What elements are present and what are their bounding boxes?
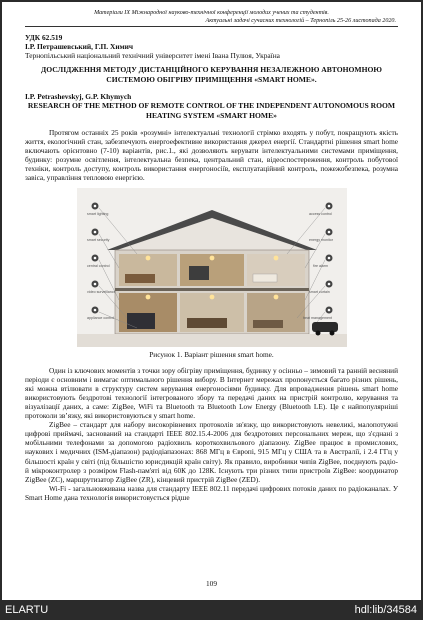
paragraph-2: Один із ключових моментів з точки зору обігріву приміщення, будинку у осінньо – зимовий та ранній весняний періоди є основним і вимагає оптимального рішення вибору. В Інтернет мережах пропонується багато різних рішень, які можна втілювати в структуру систем керування енергоносіями будинку. Для впровадження рішень smart home використовують бездротові технології інтегрованого збору та передачі даних на пристрій контролю, керування та візуалізації даних, а саме: ZigBee, WiFi та Bluetooth та Bluetooth Low Energy (Bluetooth LE). Це є найпопулярніші протоколи зв’язку, які використовуються у smart home. [25, 365, 398, 421]
figure-label: central control [86, 263, 110, 268]
figure-label: smart security [86, 237, 109, 242]
authors-ua: І.Р. Петрашевський, Г.П. Химич [25, 42, 134, 51]
running-header [25, 9, 398, 27]
smart-home-figure [77, 188, 347, 347]
figure-label: heat management [302, 315, 332, 320]
figure-label: energy monitor [308, 237, 333, 242]
figure-label: appliance control [86, 315, 114, 320]
paragraph-3: ZigBee – стандарт для набору високорівневих протоколів зв'язку, що використовують невеликі, малопотужні цифрові приймачі, заснований на стандарті IEEE 802.15.4-2006 для бездротових персональних мереж, що з'єднані з мобільними телефонами за допомогою радіохвиль короткохвильового діапазону. ZigBee працює в промислових, наукових і медичних (ISM-діапазон) радіодіапазонах: 868 МГц в Європі, 915 МГц у США та в Австралії, і 2.4 ГГц у більшості країн у світі (під більшістю юрисдикцій країн світу). Як правило, виробники чипів ZigBee, поєднують радіо- й мікроконтролер з розміром Flash-пам'яті від 60К до 128К. Існують три різних типи пристроїв ZigBee: координатор ZigBee (ZC), маршрутизатор ZigBee (ZR), кінцевий пристрій ZigBee (ZED). [25, 420, 398, 484]
paper-page [2, 2, 421, 600]
title-ua: ДОСЛІДЖЕННЯ МЕТОДУ ДИСТАНЦІЙНОГО КЕРУВАННЯ НЕЗАЛЕЖНОЮ АВТОНОМНОЮ СИСТЕМОЮ ОБІГРІВУ ПРИМІЩЕННЯ «SMART HOME». [41, 65, 382, 84]
figure-label: video surveillance [86, 289, 116, 294]
page-number: 109 [206, 579, 217, 588]
viewer-footer [0, 600, 423, 620]
repository-name: ELARTU [5, 604, 49, 616]
paragraph-1: Протягом останніх 25 років «розумні» інтелектуальні технології стрімко входять у побут, покращують якість життя, екологічний стан, забезпечують енергоефективне використання джерел енергії. Стандартні рішення smart home включають орієнтовно (7-10) варіантів, рис.1., які дозволяють керувати інтелектуальними системами приміщення, будинку: розумне освітлення, інтелектуальна безпека, центральний стан, відеоспостереження, контроль побутової техніки, контроль доступу, контроль використання енергоносіїв, експлуатаційний контроль, пожежобезпека, розумна завіса, управління тепловою енергією. [25, 128, 398, 183]
header-line-2: Актуальні задачі сучасних технологій – Тернопіль 25-26 листопада 2020. [205, 18, 396, 24]
affiliation: Тернопільський національний технічний університет імені Івана Пулюя, Україна [25, 51, 280, 60]
figure-label: access control [308, 211, 332, 216]
title-en: RESEARCH OF THE METHOD OF REMOTE CONTROL OF THE INDEPENDENT AUTONOMOUS ROOM HEATING SYSTEM «SMART HOME» [27, 101, 396, 120]
authors-en: I.P. Petrashevskyj, G.P. Khymych [25, 92, 132, 101]
figure-caption: Рисунок 1. Варіант рішення smart home. [149, 349, 274, 359]
figure-label: smart lighting [86, 211, 108, 216]
header-line-1: Матеріали ІХ Міжнародної науково-технічної конференції молодих учених та студентів. [94, 10, 329, 16]
paragraph-4: Wi-Fi - загальновживана назва для стандарту IEEE 802.11 передачі цифрових потоків даних по радіоканалах. У Smart Home дана технологія використовується рідше [25, 483, 398, 502]
figure-label: fire alarm [312, 263, 328, 268]
handle-id: hdl:lib/34584 [354, 604, 417, 616]
udk-code: УДК 62.519 [25, 33, 63, 42]
house-illustration [77, 188, 347, 347]
page-content [25, 9, 398, 588]
figure-label: smart curtain [308, 289, 330, 294]
